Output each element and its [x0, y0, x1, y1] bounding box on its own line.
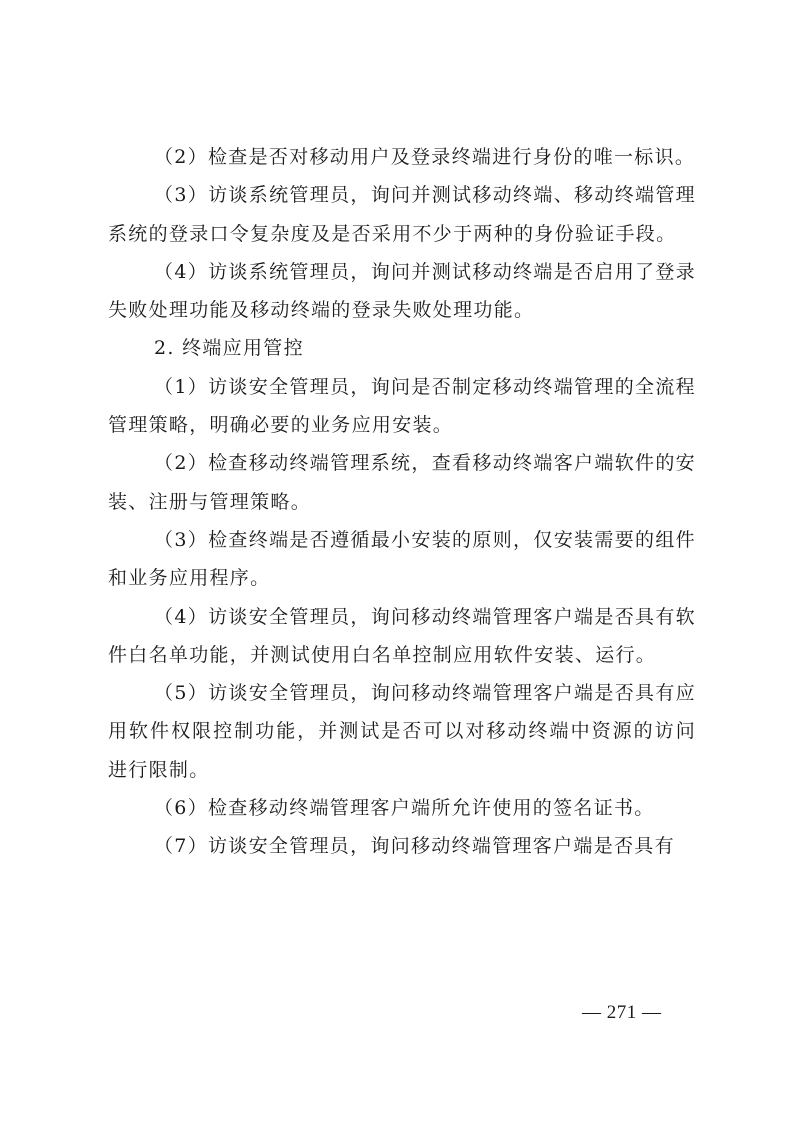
section-paragraph-2: （2）检查移动终端管理系统，查看移动终端客户端软件的安装、注册与管理策略。	[108, 452, 696, 513]
section-heading: 2. 终端应用管控	[154, 337, 304, 360]
section-paragraph-1: （1）访谈安全管理员，询问是否制定移动终端管理的全流程管理策略，明确必要的业务应用安装。	[108, 375, 696, 437]
paragraph-3: （3）访谈系统管理员，询问并测试移动终端、移动终端管理系统的登录口令复杂度及是否采用不少于两种的身份验证手段。	[108, 184, 696, 245]
section-paragraph-5: （5）访谈安全管理员，询问移动终端管理客户端是否具有应用软件权限控制功能，并测试是否可以对移动终端中资源的访问进行限制。	[108, 682, 696, 781]
section-paragraph-3: （3）检查终端是否遵循最小安装的原则，仅安装需要的组件和业务应用程序。	[108, 528, 696, 590]
page-body	[108, 138, 696, 866]
paragraph-2: （2）检查是否对移动用户及登录终端进行身份的唯一标识。	[154, 146, 696, 168]
paragraph-4: （4）访谈系统管理员，询问并测试移动终端是否启用了登录失败处理功能及移动终端的登录失败处理功能。	[108, 260, 696, 322]
section-paragraph-6: （6）检查移动终端管理客户端所允许使用的签名证书。	[154, 797, 655, 820]
page-number: — 271 —	[582, 1002, 662, 1023]
section-paragraph-4: （4）访谈安全管理员，询问移动终端管理客户端是否具有软件白名单功能，并测试使用白名单控制应用软件安装、运行。	[108, 605, 696, 666]
section-paragraph-7: （7）访谈安全管理员，询问移动终端管理客户端是否具有	[154, 835, 675, 858]
